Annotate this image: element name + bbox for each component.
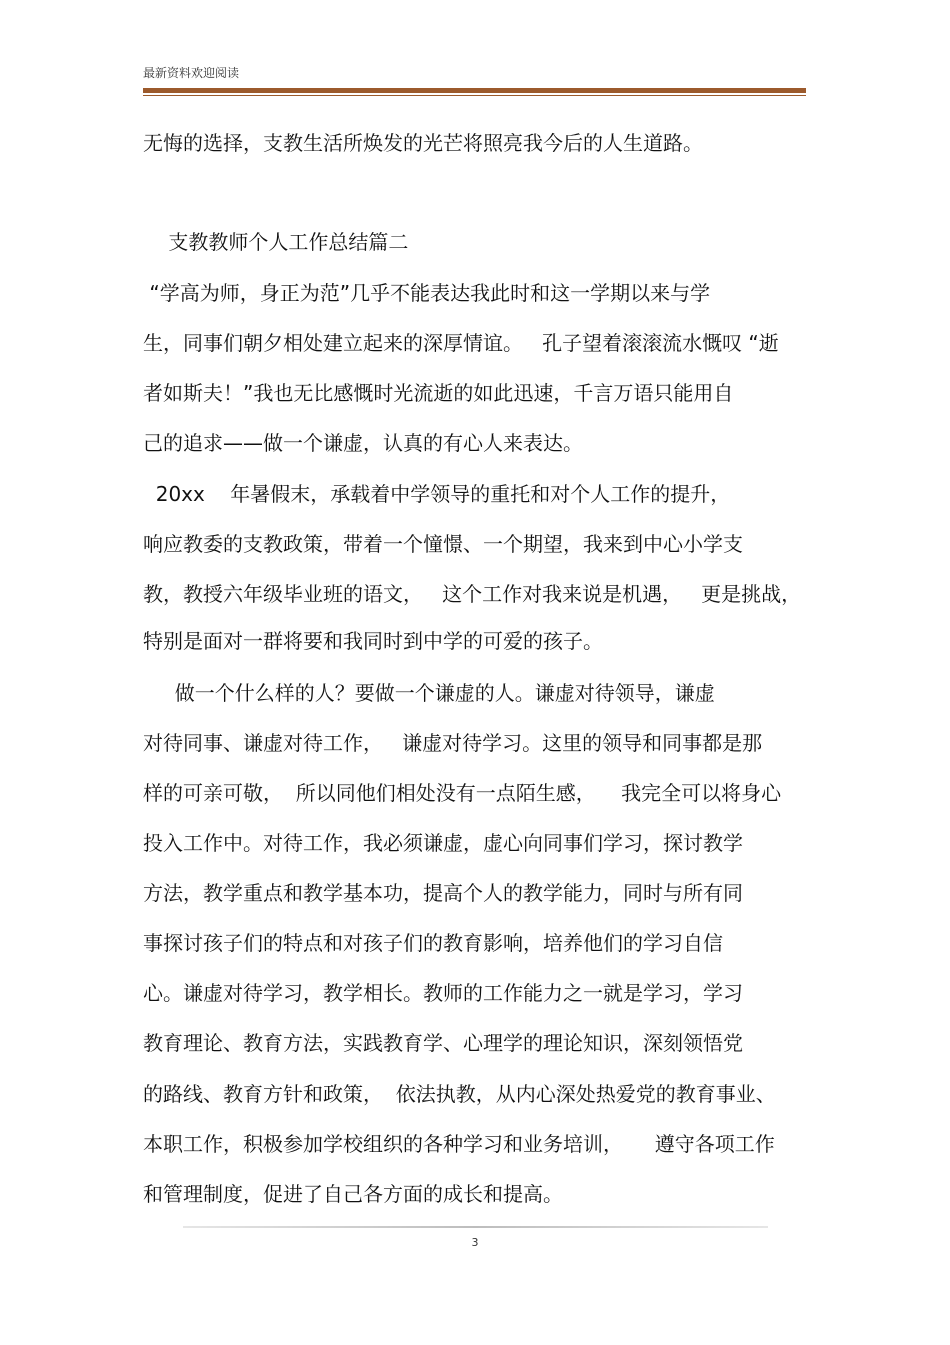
text-line: 投入工作中。对待工作，我必须谦虚，虚心向同事们学习，探讨教学 [143, 831, 743, 855]
text-line: 响应教委的支教政策，带着一个憧憬、一个期望，我来到中心小学支 [143, 532, 743, 556]
text-line: 教，教授六年级毕业班的语文， 这个工作对我来说是机遇， 更是挑战， [143, 582, 802, 606]
text-line: 教育理论、教育方法，实践教育学、心理学的理论知识，深刻领悟党 [143, 1031, 743, 1055]
footer-rule [183, 1226, 768, 1228]
text-line: 己的追求——做一个谦虚，认真的有心人来表达。 [143, 431, 583, 455]
header-rule-thin [143, 95, 806, 96]
text-line: 本职工作，积极参加学校组织的各种学习和业务培训， 遵守各项工作 [143, 1132, 775, 1156]
page-number: 3 [471, 1236, 479, 1249]
text-line: 者如斯夫！”我也无比感慨时光流逝的如此迅速，千言万语只能用自 [143, 381, 734, 405]
text-line: 和管理制度，促进了自己各方面的成长和提高。 [143, 1182, 563, 1206]
text-line: 特别是面对一群将要和我同时到中学的可爱的孩子。 [143, 629, 603, 653]
text-line: 对待同事、谦虚对待工作， 谦虚对待学习。这里的领导和同事都是那 [143, 731, 763, 755]
text-line: 样的可亲可敬， 所以同他们相处没有一点陌生感， 我完全可以将身心 [143, 781, 782, 805]
section-title: 支教教师个人工作总结篇二 [143, 230, 409, 254]
text-line: “学高为师，身正为范”几乎不能表达我此时和这一学期以来与学 [143, 281, 711, 305]
text-line: 方法，教学重点和教学基本功，提高个人的教学能力，同时与所有同 [143, 881, 743, 905]
text-line: 无悔的选择，支教生活所焕发的光芒将照亮我今后的人生道路。 [143, 131, 703, 155]
header-rule-thick [143, 88, 806, 93]
text-line: 的路线、教育方针和政策， 依法执教，从内心深处热爱党的教育事业、 [143, 1082, 776, 1106]
text-line: 事探讨孩子们的特点和对孩子们的教育影响，培养他们的学习自信 [143, 931, 723, 955]
header-text: 最新资料欢迎阅读 [143, 66, 240, 80]
text-line: 20xx 年暑假末，承载着中学领导的重托和对个人工作的提升， [143, 482, 731, 506]
text-line: 做一个什么样的人？要做一个谦虚的人。谦虚对待领导，谦虚 [143, 681, 715, 705]
text-line: 心。谦虚对待学习，教学相长。教师的工作能力之一就是学习，学习 [143, 981, 743, 1005]
text-line: 生，同事们朝夕相处建立起来的深厚情谊。 孔子望着滚滚流水慨叹 “逝 [143, 331, 779, 355]
